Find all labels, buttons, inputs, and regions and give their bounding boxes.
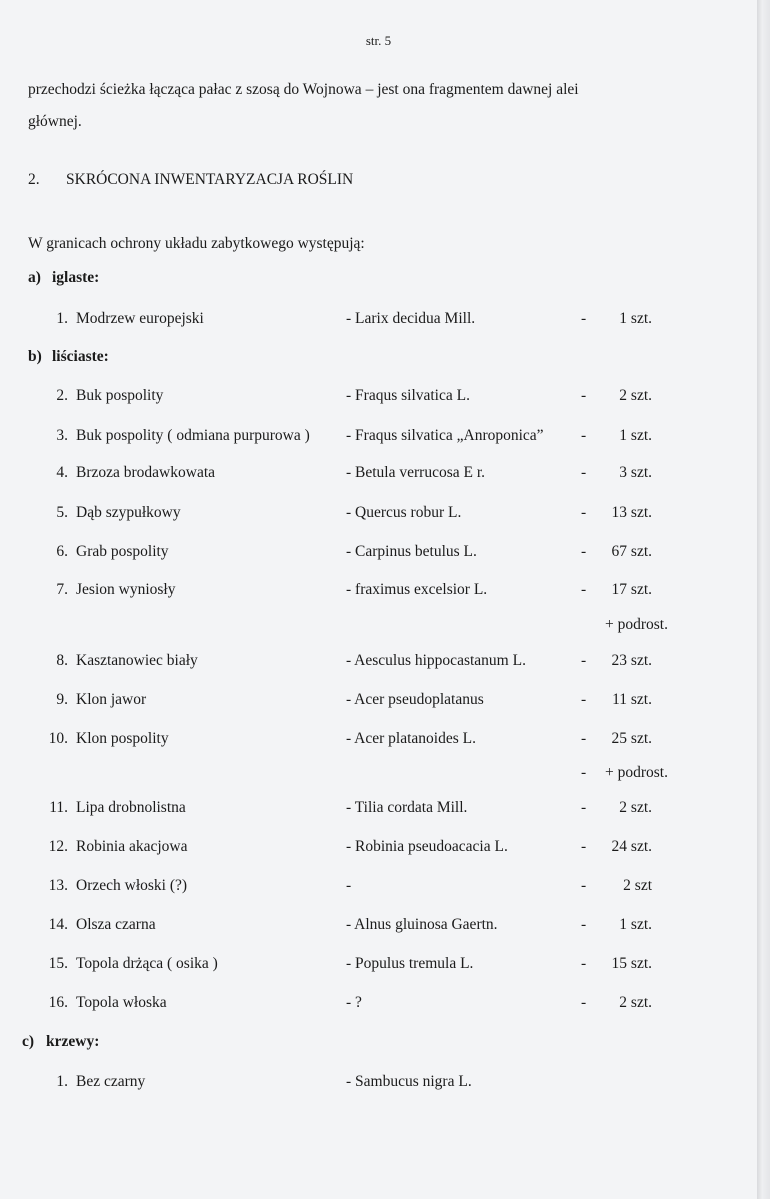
- row-name: Grab pospolity: [76, 543, 169, 560]
- group-label-deciduous: liściaste:: [52, 348, 109, 365]
- row-latin: - Populus tremula L.: [346, 955, 474, 972]
- row-number: 4.: [56, 464, 68, 481]
- row-name: Kasztanowiec biały: [76, 652, 198, 669]
- section-number: 2.: [28, 171, 40, 188]
- row-number: 14.: [48, 916, 68, 933]
- row-number: 6.: [56, 543, 68, 560]
- row-name: Buk pospolity ( odmiana purpurowa ): [76, 427, 310, 444]
- row-latin: - Fraqus silvatica L.: [346, 387, 470, 404]
- group-marker-b: b): [28, 348, 42, 365]
- row-number: 5.: [56, 504, 68, 521]
- paragraph-line-2: głównej.: [28, 113, 82, 130]
- row-latin: - Robinia pseudoacacia L.: [346, 838, 508, 855]
- row-qty: 1 szt.: [619, 427, 652, 444]
- row-number: 2.: [56, 387, 68, 404]
- row-name: Topola włoska: [76, 994, 167, 1011]
- row-qty: 2 szt.: [619, 387, 652, 404]
- row-qty: 2 szt: [623, 877, 652, 894]
- row-qty: 15 szt.: [611, 955, 652, 972]
- row-number: 1.: [56, 310, 68, 327]
- row-dash: -: [581, 916, 587, 933]
- row-extra: + podrost.: [605, 764, 668, 781]
- row-name: Lipa drobnolistna: [76, 799, 186, 816]
- row-name: Robinia akacjowa: [76, 838, 188, 855]
- row-number: 12.: [48, 838, 68, 855]
- row-name: Bez czarny: [76, 1073, 146, 1090]
- row-qty: 1 szt.: [619, 916, 652, 933]
- row-dash: -: [581, 581, 587, 598]
- row-number: 11.: [49, 799, 68, 816]
- row-latin: - Carpinus betulus L.: [346, 543, 477, 560]
- row-qty: 2 szt.: [619, 994, 652, 1011]
- row-dash: -: [581, 994, 587, 1011]
- row-dash: -: [581, 652, 587, 669]
- row-latin: - Fraqus silvatica „Anroponica”: [346, 427, 544, 444]
- row-qty: 17 szt.: [611, 581, 652, 598]
- row-latin: - Betula verrucosa E r.: [346, 464, 486, 481]
- row-dash: -: [581, 310, 587, 327]
- row-qty: 24 szt.: [611, 838, 652, 855]
- row-dash: -: [581, 877, 587, 894]
- row-latin: - Sambucus nigra L.: [346, 1073, 472, 1090]
- row-latin: - Tilia cordata Mill.: [346, 799, 468, 816]
- row-qty: 2 szt.: [619, 799, 652, 816]
- row-extra: + podrost.: [605, 616, 668, 633]
- row-qty: 1 szt.: [619, 310, 652, 327]
- row-name: Buk pospolity: [76, 387, 164, 404]
- row-number: 7.: [56, 581, 68, 598]
- row-latin: - fraximus excelsior L.: [346, 581, 488, 598]
- row-qty: 11 szt.: [612, 691, 652, 708]
- row-dash: -: [581, 543, 587, 560]
- paragraph-line-1: przechodzi ścieżka łącząca pałac z szosą do Wojnowa – jest ona fragmentem dawnej alei: [28, 81, 579, 98]
- row-dash: -: [581, 691, 587, 708]
- row-name: Orzech włoski (?): [76, 877, 188, 894]
- row-dash: -: [581, 387, 587, 404]
- row-latin: - Acer platanoides L.: [346, 730, 476, 747]
- row-qty: 67 szt.: [611, 543, 652, 560]
- row-dash: -: [581, 799, 587, 816]
- group-marker-a: a): [28, 269, 41, 286]
- row-name: Brzoza brodawkowata: [76, 464, 216, 481]
- row-name: Olsza czarna: [76, 916, 156, 933]
- row-name: Topola drżąca ( osika ): [76, 955, 218, 972]
- row-extra-dash: -: [581, 764, 587, 781]
- page-number: str. 5: [365, 33, 392, 48]
- row-number: 15.: [48, 955, 68, 972]
- row-qty: 23 szt.: [611, 652, 652, 669]
- row-latin: - ?: [346, 994, 362, 1011]
- row-latin: - Quercus robur L.: [346, 504, 462, 521]
- row-number: 16.: [48, 994, 68, 1011]
- row-qty: 13 szt.: [611, 504, 652, 521]
- row-dash: -: [581, 504, 587, 521]
- row-name: Klon jawor: [76, 691, 147, 708]
- intro-text: W granicach ochrony układu zabytkowego występują:: [28, 235, 365, 252]
- group-label-shrubs: krzewy:: [46, 1033, 100, 1050]
- row-number: 3.: [56, 427, 68, 444]
- row-dash: -: [581, 464, 587, 481]
- page-edge: [757, 0, 770, 1199]
- row-name: Klon pospolity: [76, 730, 169, 747]
- row-latin: - Aesculus hippocastanum L.: [346, 652, 526, 669]
- row-qty: 25 szt.: [611, 730, 652, 747]
- row-qty: 3 szt.: [619, 464, 652, 481]
- group-label-conifers: iglaste:: [52, 269, 100, 286]
- row-name: Modrzew europejski: [76, 310, 204, 327]
- row-number: 8.: [56, 652, 68, 669]
- row-dash: -: [581, 838, 587, 855]
- row-number: 13.: [48, 877, 68, 894]
- row-dash: -: [581, 955, 587, 972]
- row-dash: -: [581, 730, 587, 747]
- section-title: SKRÓCONA INWENTARYZACJA ROŚLIN: [66, 171, 354, 188]
- row-name: Dąb szypułkowy: [76, 504, 181, 521]
- row-number: 1.: [56, 1073, 68, 1090]
- row-latin: -: [346, 877, 352, 894]
- row-number: 10.: [48, 730, 68, 747]
- row-latin: - Larix decidua Mill.: [346, 310, 476, 327]
- row-name: Jesion wyniosły: [76, 581, 176, 598]
- row-latin: - Acer pseudoplatanus: [346, 691, 484, 708]
- group-marker-c: c): [22, 1033, 35, 1050]
- row-dash: -: [581, 427, 587, 444]
- row-number: 9.: [56, 691, 68, 708]
- row-latin: - Alnus gluinosa Gaertn.: [346, 916, 498, 933]
